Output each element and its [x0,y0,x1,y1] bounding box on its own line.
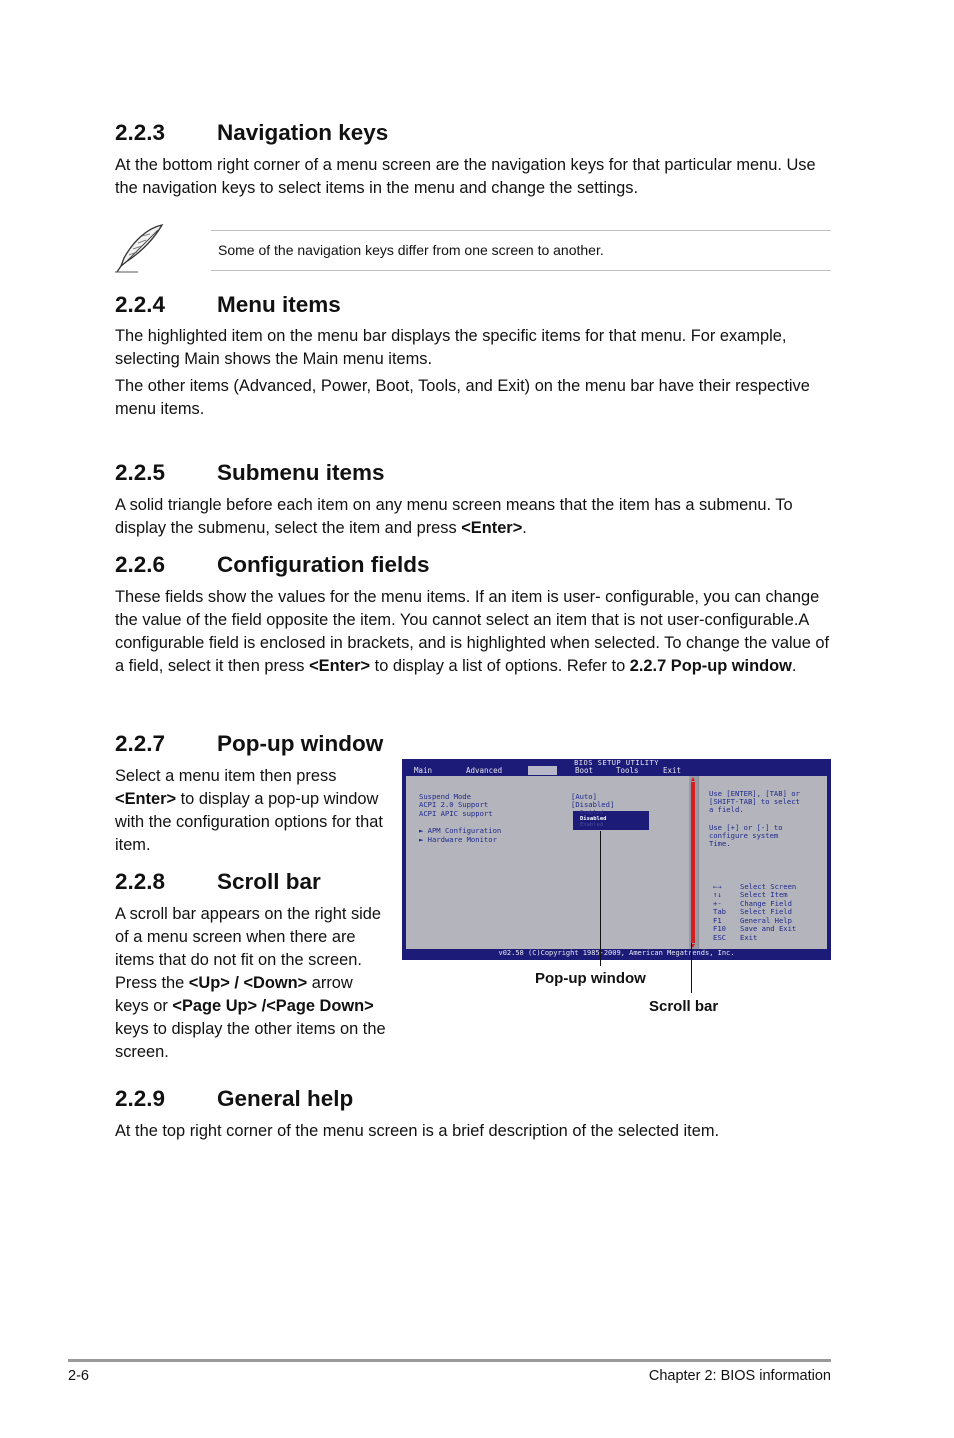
bios-help-line-1: Use [ENTER], [TAB] or [709,789,800,798]
bios-menu-boot[interactable]: Boot [575,766,594,775]
heading-navigation-keys: 2.2.3 Navigation keys [115,120,389,145]
bios-help-line-6: Time. [709,839,731,848]
bios-value-acpi-20[interactable]: [Disabled] [571,800,615,809]
bios-body [406,776,827,949]
bios-settings-panel [406,776,689,949]
bios-popup-window [573,811,649,830]
bios-key-plusminus: +- [713,899,722,908]
bios-key-esc: ESC [713,933,726,942]
bios-screenshot [402,759,831,960]
heading-menu-items: 2.2.4 Menu items [115,292,341,317]
bios-scrollbar-thumb[interactable] [691,782,695,943]
note-rule-top [211,230,831,231]
bios-key-action-general-help: General Help [740,916,792,925]
paragraph-navigation-keys: At the bottom right corner of a menu screen are the navigation keys for that particular menu. Use the navigation keys to select items in the menu and change the settings. [115,156,816,197]
paragraph-popup-window: Select a menu item then press <Enter> to display a pop-up window with the configuration options for that item. [115,767,383,854]
bios-title: BIOS SETUP UTILITY [574,759,659,767]
page-number: 2-6 [68,1368,89,1384]
callout-line-popup [600,831,601,966]
bios-value-suspend-mode[interactable]: [Auto] [571,792,597,801]
bios-help-line-2: [SHIFT-TAB] to select [709,797,800,806]
bios-help-line-3: a field. [709,805,744,814]
bios-menu-advanced[interactable]: Advanced [466,766,503,775]
heading-popup-window: 2.2.7 Pop-up window [115,731,384,756]
note-text: Some of the navigation keys differ from one screen to another. [218,242,604,258]
bios-key-action-change-field: Change Field [740,899,792,908]
paragraph-general-help: At the top right corner of the menu screen is a brief description of the selected item. [115,1122,720,1140]
footer-rule [68,1359,831,1362]
bios-item-acpi-20[interactable]: ACPI 2.0 Support [419,800,489,809]
callout-label-scrollbar: Scroll bar [649,998,719,1015]
bios-key-tab: Tab [713,907,726,916]
popup-option-enabled-top[interactable]: Enabled [580,810,604,816]
paragraph-configuration-fields: These fields show the values for the menu items. If an item is user- configurable, you can change the value of the field opposite the item. You cannot select an item that is not user-configurable.A configurable field is enclosed in brackets, and is highlighted when selected. To change the value of a field, select it then press <Enter> to display a list of options. Refer to 2.2.7 Pop-up window. [115,588,830,675]
bios-key-action-select-screen: Select Screen [740,882,797,891]
paragraph-scroll-bar: A scroll bar appears on the right side of a menu screen when there are items that do not fit on the screen. Press the <Up> / <Down> arrow keys or <Page Up> /<Page Down> keys to display the other items on the screen. [115,905,386,1061]
note-rule-bottom [211,270,831,271]
bios-menu-exit[interactable]: Exit [663,766,682,775]
bios-menu-main[interactable]: Main [414,766,433,775]
bios-key-action-select-field: Select Field [740,907,792,916]
bios-key-action-save-exit: Save and Exit [740,924,797,933]
bios-footer: v02.58 (C)Copyright 1985-2009, American Megatrends, Inc. [498,949,735,957]
popup-option-enabled[interactable]: Enabled [580,822,604,828]
bios-key-arrows-lr: ←→ [713,882,722,891]
paragraph-submenu-items: A solid triangle before each item on any menu screen means that the item has a submenu. To display the submenu, select the item and press <Enter>. [115,496,793,537]
paragraph-menu-items-2: The other items (Advanced, Power, Boot, Tools, and Exit) on the menu bar have their respective menu items. [115,377,810,418]
bios-item-suspend-mode[interactable]: Suspend Mode [419,792,471,801]
paragraph-menu-items-1: The highlighted item on the menu bar displays the specific items for that menu. For example, selecting Main shows the Main menu items. [115,327,787,368]
bios-menu-bar [402,766,831,776]
bios-key-f1: F1 [713,916,722,925]
bios-menu-power[interactable]: Power [528,766,557,775]
quill-pen-icon [112,222,166,274]
heading-general-help: 2.2.9 General help [115,1086,354,1111]
bios-key-action-select-item: Select Item [740,890,788,899]
bios-key-arrows-ud: ↑↓ [713,890,722,899]
scroll-up-arrow-icon[interactable] [691,777,695,781]
bios-menu-tools[interactable]: Tools [616,766,639,775]
bios-submenu-apm[interactable]: ► APM Configuration [419,826,502,835]
bios-help-line-4: Use [+] or [-] to [709,823,783,832]
heading-scroll-bar: 2.2.8 Scroll bar [115,869,321,894]
bios-item-acpi-apic[interactable]: ACPI APIC support [419,809,493,818]
chapter-title: Chapter 2: BIOS information [648,1368,831,1384]
bios-help-panel [698,776,828,949]
bios-submenu-hardware-monitor[interactable]: ► Hardware Monitor [419,835,497,844]
bios-key-f10: F10 [713,924,726,933]
bios-help-line-5: configure system [709,831,779,840]
popup-option-disabled[interactable]: Disabled [580,816,607,822]
callout-line-scrollbar [691,943,692,993]
heading-configuration-fields: 2.2.6 Configuration fields [115,552,430,577]
bios-key-action-exit: Exit [740,933,758,942]
callout-label-popup: Pop-up window [535,970,646,987]
heading-submenu-items: 2.2.5 Submenu items [115,460,385,485]
